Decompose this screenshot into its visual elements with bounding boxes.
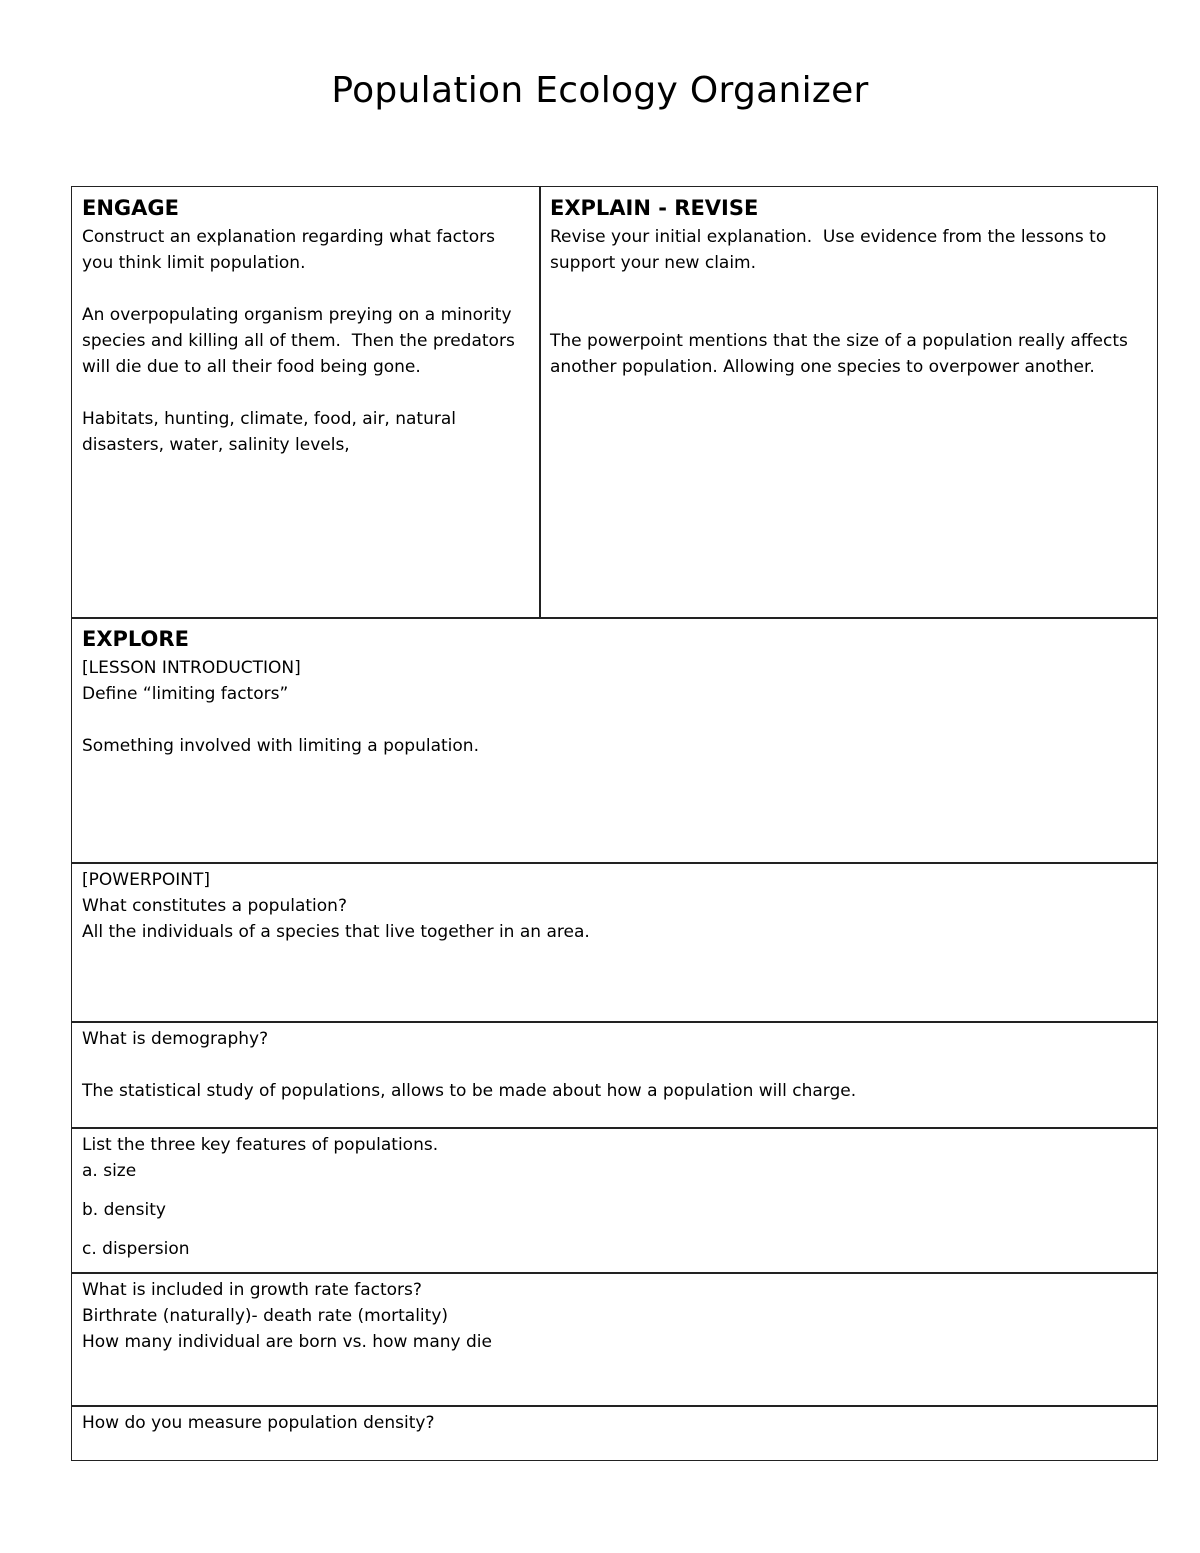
engage-prompt: Construct an explanation regarding what factors you think limit population.: [82, 227, 501, 273]
engage-cell: [71, 186, 541, 619]
organizer-table: [71, 186, 1158, 1461]
engage-heading: ENGAGE: [82, 196, 179, 220]
density-cell: [71, 1405, 1158, 1461]
demography-cell: [71, 1021, 1158, 1129]
powerpoint-section-label: [POWERPOINT]: [82, 870, 211, 890]
demography-answer[interactable]: The statistical study of populations, allows to be made about how a population will charge.: [82, 1081, 857, 1101]
growth-rate-cell: [71, 1272, 1158, 1407]
explore-cell: [71, 617, 1158, 864]
explain-answer[interactable]: The powerpoint mentions that the size of a population really affects another population. Allowing one species to overpower another.: [550, 331, 1134, 377]
growth-answer-2[interactable]: How many individual are born vs. how many die: [82, 1332, 492, 1352]
density-question: How do you measure population density?: [82, 1413, 435, 1433]
engage-answer-1[interactable]: An overpopulating organism preying on a minority species and killing all of them. Then the predators will die due to all their food being gone.: [82, 305, 521, 377]
growth-question: What is included in growth rate factors?: [82, 1280, 422, 1300]
explain-heading: EXPLAIN - REVISE: [550, 196, 759, 220]
feature-item-density[interactable]: b. density: [82, 1200, 166, 1220]
explore-prompt: Define “limiting factors”: [82, 684, 289, 704]
engage-answer-2[interactable]: Habitats, hunting, climate, food, air, natural disasters, water, salinity levels,: [82, 409, 462, 455]
explore-section-label: [LESSON INTRODUCTION]: [82, 658, 301, 678]
page-title: Population Ecology Organizer: [331, 70, 869, 111]
features-question: List the three key features of populations.: [82, 1135, 439, 1155]
population-answer[interactable]: All the individuals of a species that live together in an area.: [82, 922, 590, 942]
explain-prompt: Revise your initial explanation. Use evidence from the lessons to support your new claim.: [550, 227, 1112, 273]
feature-item-dispersion[interactable]: c. dispersion: [82, 1239, 190, 1259]
population-question: What constitutes a population?: [82, 896, 347, 916]
explore-heading: EXPLORE: [82, 627, 189, 651]
feature-item-size[interactable]: a. size: [82, 1161, 137, 1181]
population-cell: [71, 862, 1158, 1023]
explore-answer[interactable]: Something involved with limiting a population.: [82, 736, 479, 756]
features-cell: [71, 1127, 1158, 1274]
growth-answer-1[interactable]: Birthrate (naturally)- death rate (mortality): [82, 1306, 449, 1326]
demography-question: What is demography?: [82, 1029, 269, 1049]
explain-revise-cell: [539, 186, 1158, 619]
